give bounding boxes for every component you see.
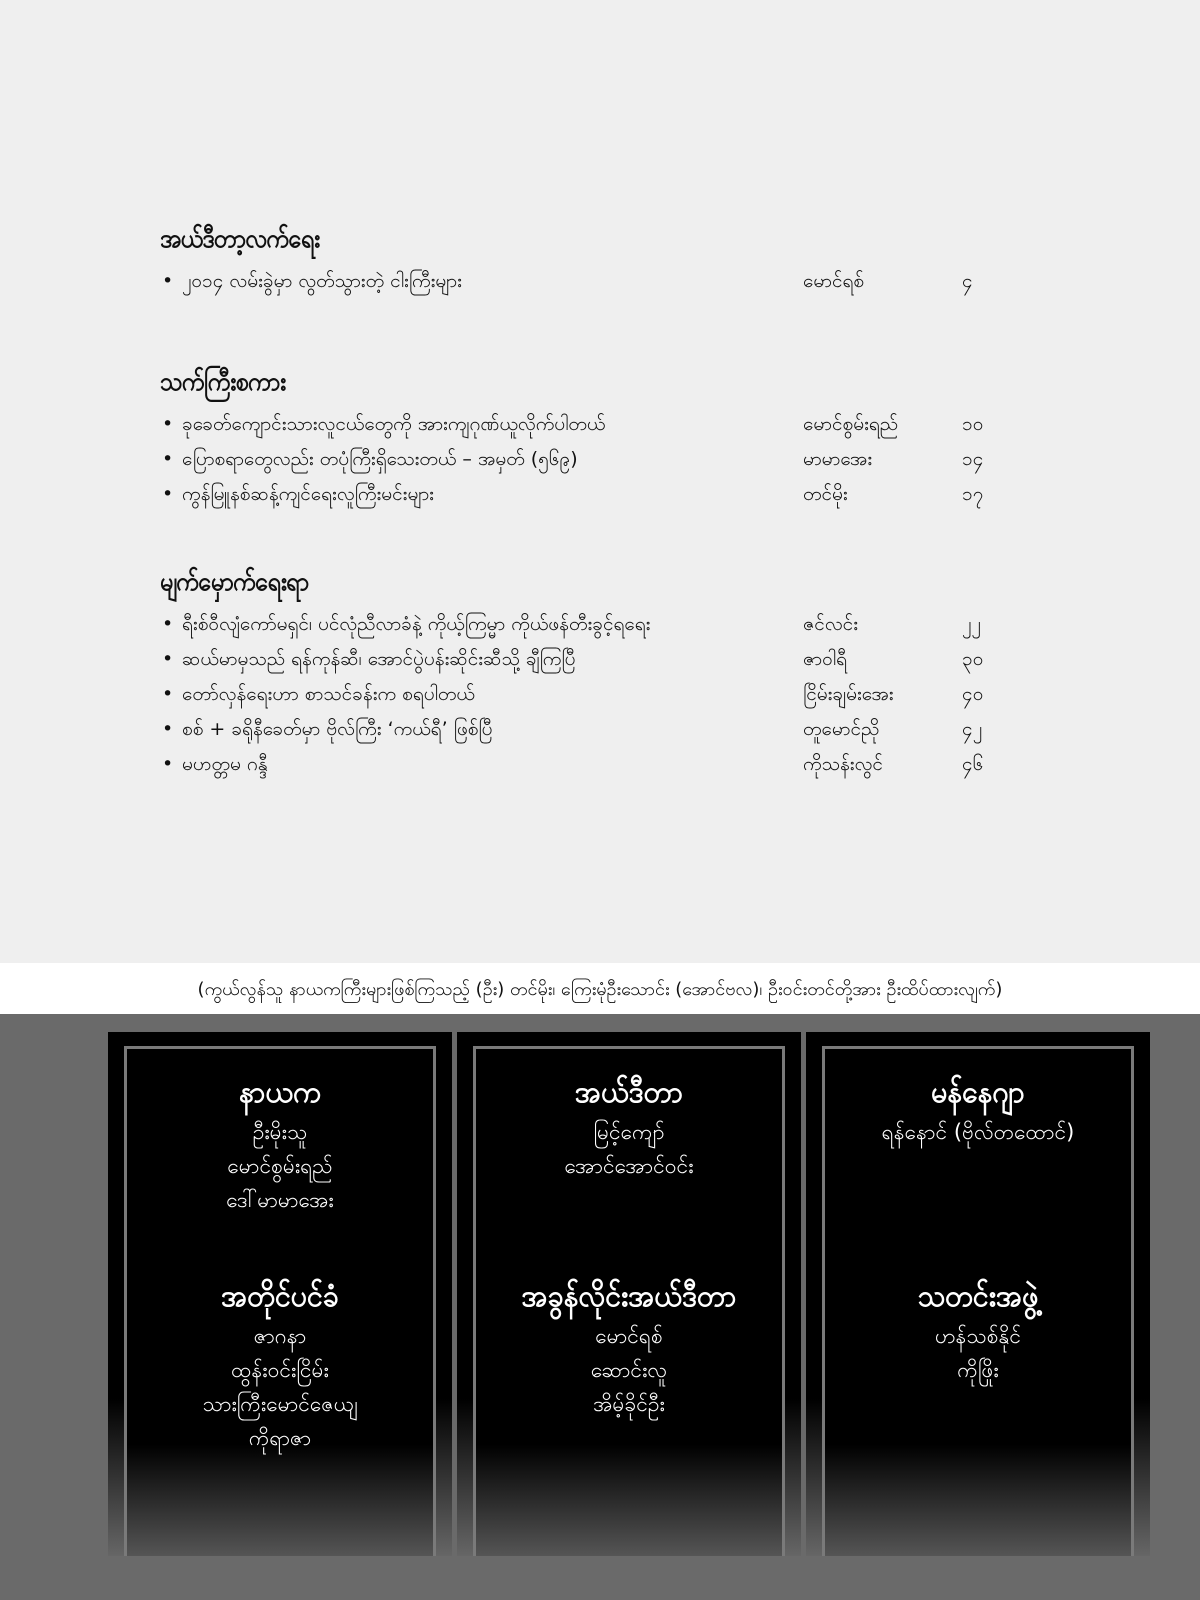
credit-group: [825, 1071, 1131, 1149]
credit-name: သားကြီးမောင်ဇေယျ: [202, 1392, 358, 1416]
credit-name: ဒေါ်မာမာအေး: [226, 1188, 334, 1212]
bullet-icon: •: [162, 448, 174, 470]
bullet-icon: •: [162, 270, 174, 292]
bullet-icon: •: [162, 683, 174, 705]
list-item: [160, 264, 1020, 299]
credit-role: အတိုင်ပင်ခံ: [221, 1279, 339, 1314]
list-item: [160, 677, 1020, 712]
entry-page: ၁၄: [962, 448, 984, 470]
credit-name: ကိုဖြိုး: [957, 1358, 999, 1382]
credit-name: မောင်ရစ်: [595, 1324, 663, 1348]
entry-author: ဇာဝါရီ: [803, 648, 847, 670]
entry-author: မာမာအေး: [803, 448, 873, 470]
credit-group: [476, 1071, 782, 1183]
bullet-icon: •: [162, 753, 174, 775]
entry-title: ကွန်မြူနစ်ဆန့်ကျင်ရေးလူကြီးမင်းများ: [182, 483, 434, 505]
entry-page: ၄၆: [962, 753, 984, 775]
section-editorial: [160, 222, 1020, 299]
credit-name: မြင့်ကျော်: [593, 1120, 665, 1144]
entry-page: ၄၀: [962, 683, 984, 705]
list-item: [160, 477, 1020, 512]
list-item: [160, 642, 1020, 677]
entry-author: တူမောင်ညို: [803, 718, 880, 740]
credit-name: အောင်အောင်ဝင်း: [564, 1154, 694, 1178]
entry-page: ၂၂: [962, 613, 981, 635]
credit-panel-frame: [124, 1046, 436, 1556]
credit-group: [825, 1275, 1131, 1387]
credit-panel-left: [108, 1032, 452, 1556]
list-item: [160, 747, 1020, 782]
credit-role: အယ်ဒီတာ: [574, 1075, 684, 1110]
bullet-icon: •: [162, 613, 174, 635]
list-item: [160, 407, 1020, 442]
bullet-icon: •: [162, 483, 174, 505]
list-item: [160, 607, 1020, 642]
entry-author: မောင်စွမ်းရည်: [803, 413, 899, 435]
credit-panel-frame: [473, 1046, 785, 1556]
credit-group: [476, 1275, 782, 1421]
entry-author: ငြိမ်းချမ်းအေး: [803, 683, 894, 705]
list-item: [160, 712, 1020, 747]
section-title: မျက်မှောက်ရေးရာ: [160, 567, 309, 597]
credit-name: ဆောင်းလူ: [590, 1358, 668, 1382]
memorial-caption: (ကွယ်လွန်သူ နာယကကြီးများဖြစ်ကြသည့် (ဦး) တင်မိုး၊ ကြေးမုံဦးသောင်း (အောင်ဗလ)၊ ဦးဝင်းတင်တို့အား ဦးထိပ်ထားလျက်): [0, 968, 1200, 1012]
credit-panel-right: [806, 1032, 1150, 1556]
bullet-icon: •: [162, 648, 174, 670]
entry-title: ဆယ်မာမှသည် ရန်ကုန်ဆီ၊ အောင်ပွဲပန်းဆိုင်းဆီသို့ ချီကြပြီ: [182, 648, 576, 670]
entry-page: ၄: [962, 270, 973, 292]
entry-author: မောင်ရစ်: [803, 270, 865, 292]
credits-area: [0, 1014, 1200, 1600]
credit-group: [127, 1071, 433, 1217]
entry-title: မဟတ္တမ ဂန္ဒီ: [182, 753, 268, 775]
credit-name: ရန်နောင် (ဗိုလ်တထောင်): [881, 1120, 1075, 1144]
credit-role: သတင်းအဖွဲ့: [917, 1279, 1039, 1314]
credit-name: ဟန်သစ်နိုင်: [934, 1324, 1022, 1348]
credit-role: မန်နေဂျာ: [931, 1075, 1025, 1110]
entry-page: ၄၂: [962, 718, 983, 740]
entry-page: ၁၀: [962, 413, 984, 435]
entry-page: ၁၇: [962, 483, 984, 505]
bullet-icon: •: [162, 413, 174, 435]
entry-title: ခုခေတ်ကျောင်းသားလူငယ်တွေကို အားကျဂုဏ်ယူလိုက်ပါတယ်: [182, 413, 606, 435]
section-title: အယ်ဒီတာ့လက်ရေး: [160, 224, 320, 254]
entry-author: တင်မိုး: [803, 483, 848, 505]
section-current-affairs: [160, 565, 1020, 782]
bullet-icon: •: [162, 718, 174, 740]
entry-page: ၃၀: [962, 648, 984, 670]
entry-author: ကိုသန်းလွင်: [803, 753, 883, 775]
credit-role: အခွန်လိုင်းအယ်ဒီတာ: [521, 1279, 737, 1314]
credit-name: ကိုရာဇာ: [248, 1426, 312, 1450]
entry-title: ၂၀၁၄ လမ်းခွဲမှာ လွတ်သွားတဲ့ ငါးကြီးများ: [182, 270, 462, 292]
section-elders: [160, 365, 1020, 512]
credit-panel-center: [457, 1032, 801, 1556]
credit-name: ထွန်းဝင်းငြိမ်း: [231, 1358, 329, 1382]
credit-name: ဇာဂနာ: [253, 1324, 307, 1348]
credit-group: [127, 1275, 433, 1455]
entry-title: တော်လှန်ရေးဟာ စာသင်ခန်းက စရပါတယ်: [182, 683, 475, 705]
credit-name: အိမ့်ခိုင်ဦး: [593, 1392, 665, 1416]
credit-name: ဦးမိုးသူ: [252, 1120, 308, 1144]
list-item: [160, 442, 1020, 477]
credit-name: မောင်စွမ်းရည်: [227, 1154, 333, 1178]
section-title: သက်ကြီးစကား: [160, 367, 286, 397]
credit-panel-frame: [822, 1046, 1134, 1556]
entry-title: ပြောစရာတွေလည်း တပုံကြီးရှိသေးတယ် – အမှတ် (၅၆၉): [182, 448, 578, 470]
credit-role: နာယက: [238, 1075, 322, 1110]
entry-author: ဇင်လင်း: [803, 613, 859, 635]
entry-title: စစ် + ခရိုနီခေတ်မှာ ဗိုလ်ကြီး ‘ကယ်ရီ’ ဖြစ်ပြီ: [182, 718, 493, 740]
entry-title: ရီးစ်ဝီလျံကော်မရှင်၊ ပင်လုံညီလာခံနဲ့ ကိုယ့်ကြမ္မာ ကိုယ်ဖန်တီးခွင့်ရရေး: [182, 613, 651, 635]
